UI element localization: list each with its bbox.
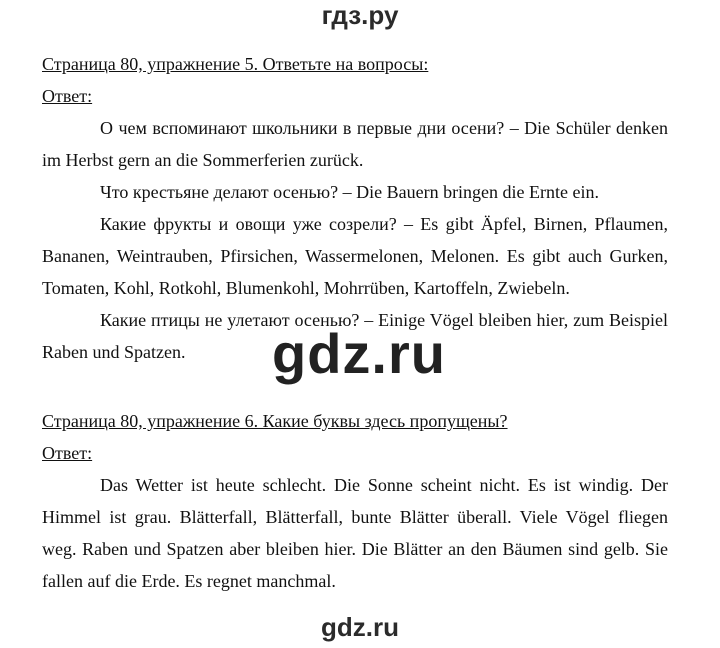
answer-item-1: О чем вспоминают школьники в первые дни осени? – Die Schüler denken im Herbst gern an die Sommerferien zurück. [42, 118, 668, 170]
watermark: gdz.ru [272, 322, 446, 385]
answer-item-3: Какие фрукты и овощи уже созрели? – Es gibt Äpfel, Birnen, Pflaumen, Bananen, Weintrauben, Pfirsichen, Wassermelonen, Melonen. Es gibt auch Gurken, Tomaten, Kohl, Rotkohl, Blumenkohl, Mohrrüben, Kartoffeln, Zwiebeln. [42, 214, 668, 298]
exercise-5-heading: Страница 80, упражнение 5. Ответьте на вопросы: [42, 54, 429, 74]
exercise-6-answer-label: Ответ: [42, 443, 93, 463]
exercise-6-text: Das Wetter ist heute schlecht. Die Sonne scheint nicht. Es ist windig. Der Himmel ist grau. Blätterfall, Blätterfall, bunte Blätter überall. Viele Vögel fliegen weg. Raben und Spatzen aber bleiben hier. Die Blätter an den Bäumen sind gelb. Sie fallen auf die Erde. Es regnet manchmal. [42, 475, 668, 591]
answer-item-2: Что крестьяне делают осенью? – Die Bauern bringen die Ernte ein. [100, 182, 600, 202]
exercise-5-answer-label: Ответ: [42, 86, 93, 106]
site-header: гдз.ру [321, 0, 399, 30]
exercise-6-block [42, 405, 668, 597]
site-footer: gdz.ru [321, 612, 399, 642]
answer-item-4: Какие птицы не улетают осенью? – Einige Vögel bleiben hier, zum Beispiel Raben und Spatzen. [42, 310, 668, 362]
exercise-5-block [42, 48, 668, 368]
exercise-6-heading: Страница 80, упражнение 6. Какие буквы здесь пропущены? [42, 411, 508, 431]
